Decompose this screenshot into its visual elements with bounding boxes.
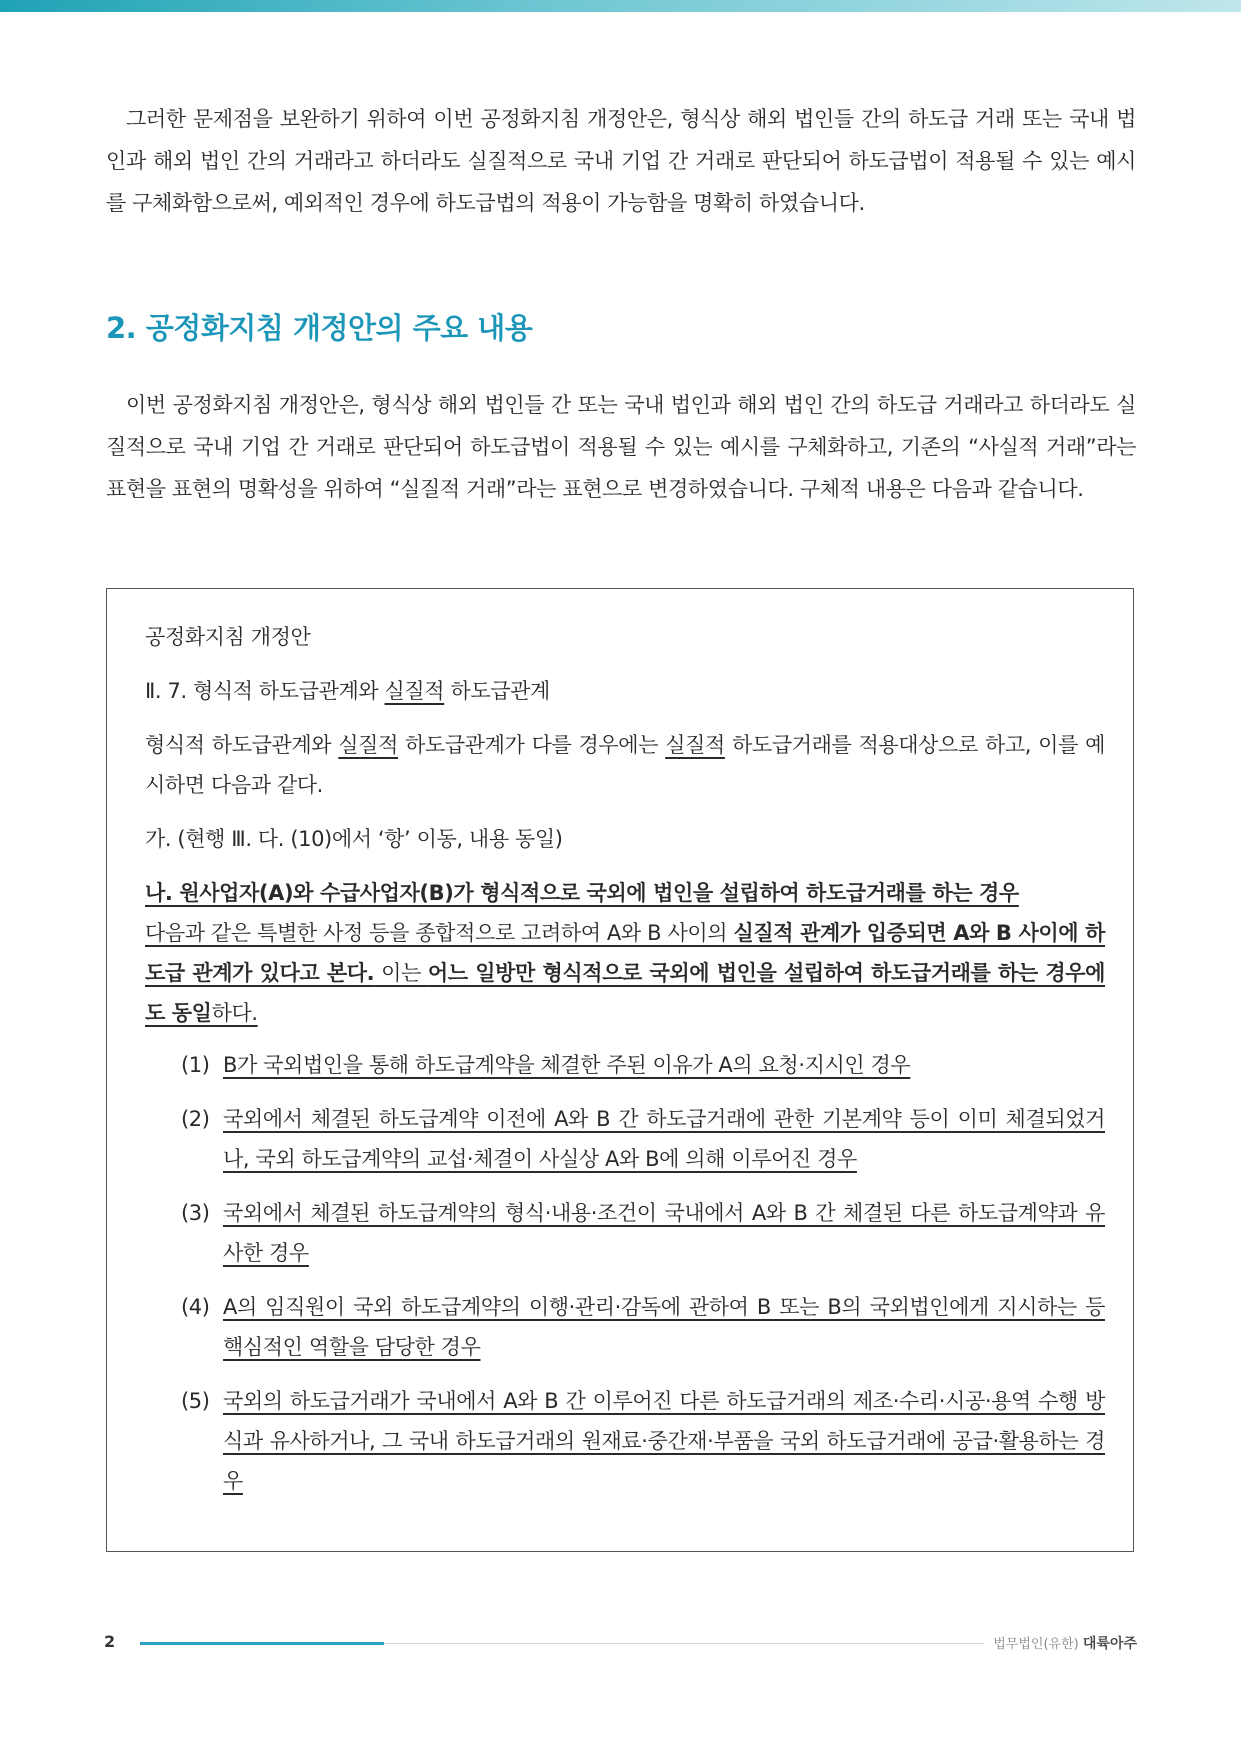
box-body: 형식적 하도급관계와 실질적 하도급관계가 다를 경우에는 실질적 하도급거래를 적용대상으로 하고, 이를 예시하면 다음과 같다.: [145, 733, 1105, 797]
sub-item: (5) 국외의 하도급거래가 국내에서 A와 B 간 이루어진 다른 하도급거래의 제조·수리·시공·용역 수행 방식과 유사하거나, 그 국내 하도급거래의 원재료·중간재·부품을 국외 하도급거래에 공급·활용하는 경우: [181, 1389, 1105, 1493]
box-subheading: Ⅱ. 7. 형식적 하도급관계와 실질적 하도급관계: [145, 679, 550, 703]
top-accent-bar: [0, 0, 1241, 12]
footer-accent-line: [140, 1642, 384, 1645]
item-na-heading: 나. 원사업자(A)와 수급사업자(B)가 형식적으로 국외에 법인을 설립하여 하도급거래를 하는 경우: [145, 881, 1019, 905]
amendment-box: [106, 588, 1134, 1552]
section-paragraph-text: 이번 공정화지침 개정안은, 형식상 해외 법인들 간 또는 국내 법인과 해외 법인 간의 하도급 거래라고 하더라도 실질적으로 국내 기업 간 거래로 판단되어 하도급법이 적용될 수 있는 예시를 구체화하고, 기존의 “사실적 거래”라는 표현을 표현의 명확성을 위하여 “실질적 거래”라는 표현으로 변경하였습니다. 구체적 내용은 다음과 같습니다.: [106, 393, 1136, 501]
sub-item: (2) 국외에서 체결된 하도급계약 이전에 A와 B 간 하도급거래에 관한 기본계약 등이 이미 체결되었거나, 국외 하도급계약의 교섭·체결이 사실상 A와 B에 의해 이루어진 경우: [181, 1107, 1105, 1171]
section-title: 2. 공정화지침 개정안의 주요 내용: [106, 311, 533, 345]
brand-prefix: 법무법인(유한): [993, 1637, 1079, 1652]
item-na-body: 다음과 같은 특별한 사정 등을 종합적으로 고려하여 A와 B 사이의 실질적 관계가 입증되면 A와 B 사이에 하도급 관계가 있다고 본다. 이는 어느 일방만 형식적으로 국외에 법인을 설립하여 하도급거래를 하는 경우에도 동일하다.: [145, 921, 1106, 1025]
intro-paragraph-text: 그러한 문제점을 보완하기 위하여 이번 공정화지침 개정안은, 형식상 해외 법인들 간의 하도급 거래 또는 국내 법인과 해외 법인 간의 거래라고 하더라도 실질적으로 국내 기업 간 거래로 판단되어 하도급법이 적용될 수 있는 예시를 구체화함으로써, 예외적인 경우에 하도급법의 적용이 가능함을 명확히 하였습니다.: [106, 107, 1136, 215]
intro-paragraph: [106, 98, 1136, 224]
box-heading: 공정화지침 개정안: [145, 625, 311, 649]
sub-item: (1) B가 국외법인을 통해 하도급계약을 체결한 주된 이유가 A의 요청·지시인 경우: [181, 1053, 911, 1077]
brand-name: 대륙아주: [1082, 1636, 1137, 1652]
item-ga: 가. (현행 Ⅲ. 다. (10)에서 ‘항’ 이동, 내용 동일): [145, 827, 563, 851]
page-number: 2: [104, 1632, 116, 1651]
section-paragraph: [106, 384, 1136, 510]
footer-brand: [993, 1633, 1137, 1653]
sub-item: (3) 국외에서 체결된 하도급계약의 형식·내용·조건이 국내에서 A와 B 간 체결된 다른 하도급계약과 유사한 경우: [181, 1201, 1105, 1265]
sub-item: (4) A의 임직원이 국외 하도급계약의 이행·관리·감독에 관하여 B 또는 B의 국외법인에게 지시하는 등 핵심적인 역할을 담당한 경우: [181, 1295, 1105, 1359]
